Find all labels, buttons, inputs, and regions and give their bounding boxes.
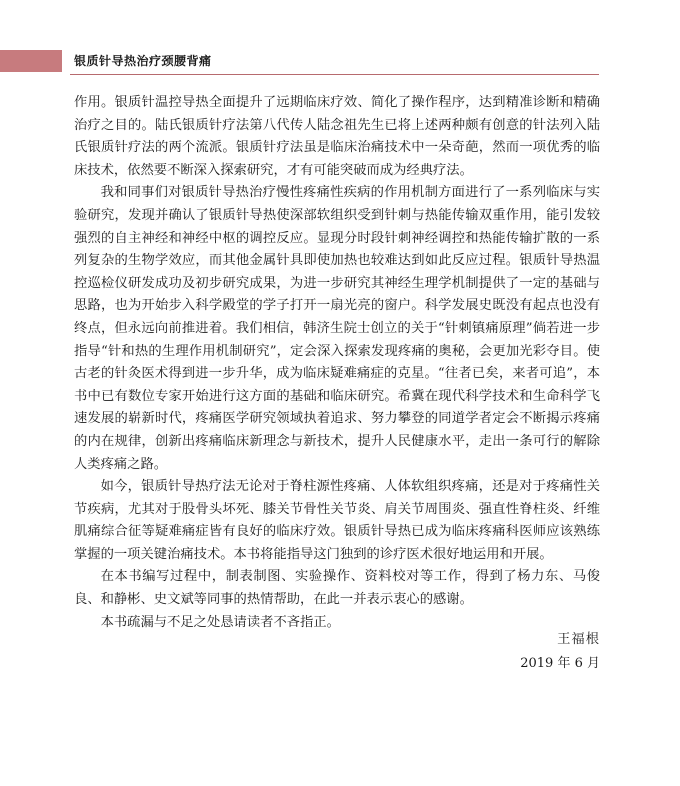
header-color-block (0, 50, 62, 72)
signature-date: 2019 年 6 月 (520, 656, 600, 671)
author-signature: 王福根 (557, 632, 600, 647)
header-divider (70, 74, 599, 75)
paragraph: 作用。银质针温控导热全面提升了远期临床疗效、简化了操作程序，达到精准诊断和精确治疗之目的。陆氏银质针疗法第八代传人陆念祖先生已将上述两种颇有创意的针法列入陆氏银质针疗法的两个流派。银质针疗法虽是临床治痛技术中一朵奇葩，然而一项优秀的临床技术，依然要不断深入探索研究，才有可能突破而成为经典疗法。 (74, 95, 600, 178)
body-text (74, 92, 600, 634)
paragraph: 如今，银质针导热疗法无论对于脊柱源性疼痛、人体软组织疼痛，还是对于疼痛性关节疾病，尤其对于股骨头坏死、膝关节骨性关节炎、肩关节周围炎、强直性脊柱炎、纤维肌痛综合征等疑难痛症皆有良好的临床疗效。银质针导热已成为临床疼痛科医师应该熟练掌握的一项关键治痛技术。本书将能指导这门独到的诊疗医术很好地运用和开展。 (74, 479, 600, 562)
paragraph: 在本书编写过程中，制表制图、实验操作、资料校对等工作，得到了杨力东、马俊良、和静彬、史文斌等同事的热情帮助，在此一并表示衷心的感谢。 (74, 569, 600, 608)
paragraph: 我和同事们对银质针导热治疗慢性疼痛性疾病的作用机制方面进行了一系列临床与实验研究，发现并确认了银质针导热使深部软组织受到针刺与热能传输双重作用，能引发较强烈的自主神经和神经中枢的调控反应。显现分时段针刺神经调控和热能传输扩散的一系列复杂的生物学效应，而其他金属针具即使加热也较难达到如此反应过程。银质针导热温控巡检仪研发成功及初步研究成果，为进一步研究其神经生理学机制提供了一定的基础与思路，也为开始步入科学殿堂的学子打开一扇光亮的窗户。科学发展史既没有起点也没有终点，但永远向前推进着。我们相信，韩济生院士创立的关于“针刺镇痛原理”倘若进一步指导“针和热的生理作用机制研究”，定会深入探索发现疼痛的奥秘，会更加光彩夺目。使古老的针灸医术得到进一步升华，成为临床疑难痛症的克星。“往者已矣，来者可追”，本书中已有数位专家开始进行这方面的基础和临床研究。希冀在现代科学技术和生命科学飞速发展的崭新时代，疼痛医学研究领域执着追求、努力攀登的同道学者定会不断揭示疼痛的内在规律，创新出疼痛临床新理念与新技术，提升人民健康水平，走出一条可行的解除人类疼痛之路。 (74, 185, 600, 472)
running-header-title: 银质针导热治疗颈腰背痛 (74, 54, 212, 68)
paragraph: 本书疏漏与不足之处恳请读者不吝指正。 (100, 614, 340, 630)
